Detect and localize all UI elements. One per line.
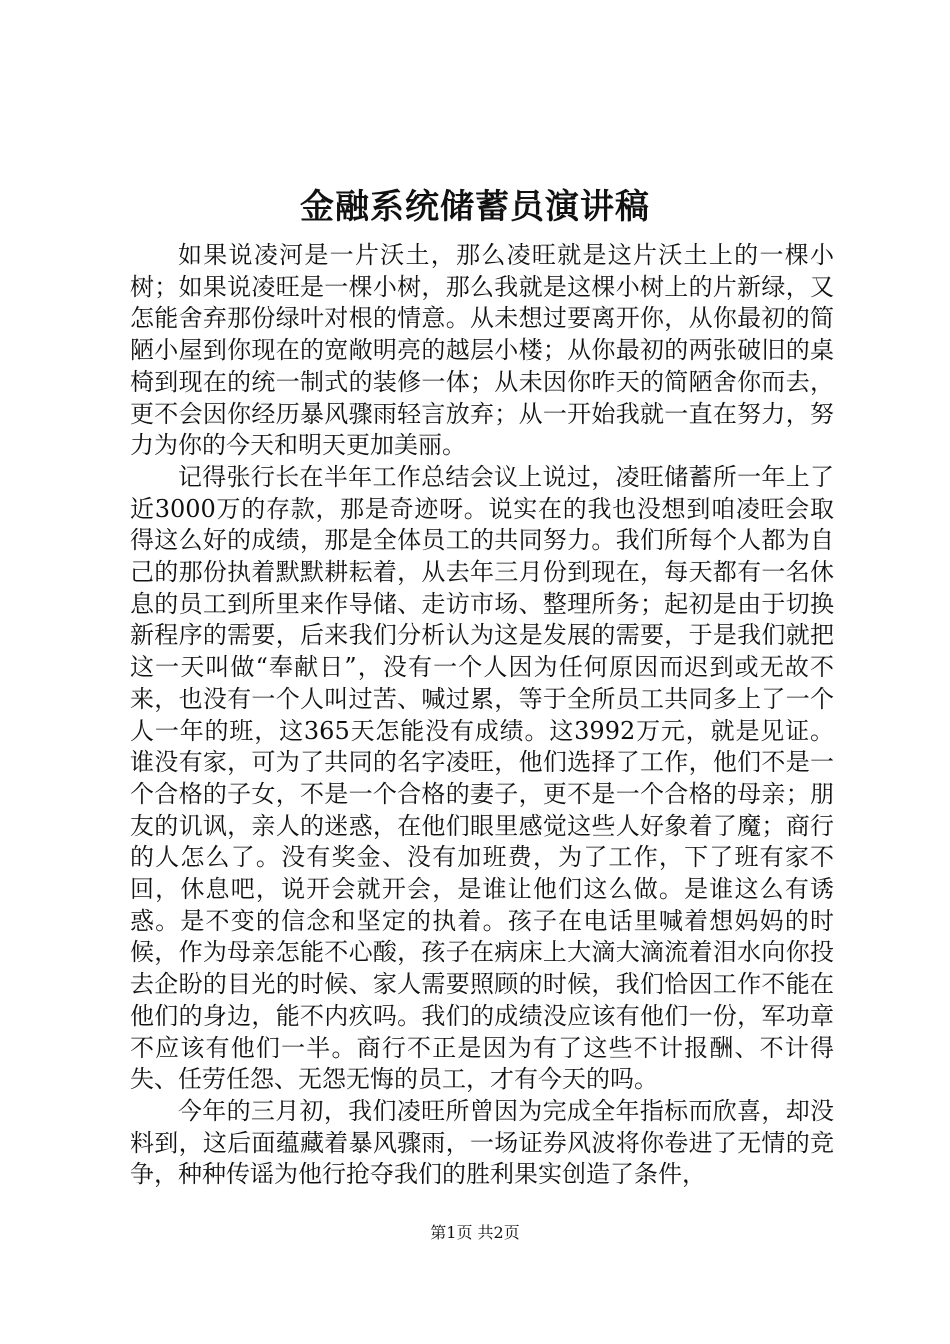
paragraph-1: 如果说凌河是一片沃土，那么凌旺就是这片沃土上的一棵小树；如果说凌旺是一棵小树，那么我就是这棵小树上的片新绿，又怎能舍弃那份绿叶对根的情意。从未想过要离开你，从你最初的简陋小屋到你现在的宽敞明亮的越层小楼；从你最初的两张破旧的桌椅到现在的统一制式的装修一体；从未因你昨天的简陋舍你而去，更不会因你经历暴风骤雨轻言放弃；从一开始我就一直在努力，努力为你的今天和明天更加美丽。 [130,241,834,460]
paragraph-3: 今年的三月初，我们凌旺所曾因为完成全年指标而欣喜，却没料到，这后面蕴藏着暴风骤雨，一场证券风波将你卷进了无情的竞争，种种传谣为他行抢夺我们的胜利果实创造了条件， [130,1096,834,1189]
document-title: 金融系统储蓄员演讲稿 [300,187,650,227]
paragraph-2: 记得张行长在半年工作总结会议上说过，凌旺储蓄所一年上了近3000万的存款，那是奇迹呀。说实在的我也没想到咱凌旺会取得这么好的成绩，那是全体员工的共同努力。我们所每个人都为自己的那份执着默默耕耘着，从去年三月份到现在，每天都有一名休息的员工到所里来作导储、走访市场、整理所务；起初是由于切换新程序的需要，后来我们分析认为这是发展的需要，于是我们就把这一天叫做“奉献日”，没有一个人因为任何原因而迟到或无故不来，也没有一个人叫过苦、喊过累，等于全所员工共同多上了一个人一年的班，这365天怎能没有成绩。这3992万元，就是见证。谁没有家，可为了共同的名字凌旺，他们选择了工作，他们不是一个合格的子女，不是一个合格的妻子，更不是一个合格的母亲；朋友的讥讽，亲人的迷惑，在他们眼里感觉这些人好象着了魔；商行的人怎么了。没有奖金、没有加班费，为了工作，下了班有家不回，休息吧，说开会就开会，是谁让他们这么做。是谁这么有诱惑。是不变的信念和坚定的执着。孩子在电话里喊着想妈妈的时候，作为母亲怎能不心酸，孩子在病床上大滴大滴流着泪水向你投去企盼的目光的时候、家人需要照顾的时候，我们恰因工作不能在他们的身边，能不内疚吗。我们的成绩没应该有他们一份，军功章不应该有他们一半。商行不正是因为有了这些不计报酬、不计得失、任劳任怨、无怨无悔的员工，才有今天的吗。 [130,462,834,1094]
page-footer: 第1页 共2页 [430,1223,520,1242]
document-body [130,240,834,1191]
